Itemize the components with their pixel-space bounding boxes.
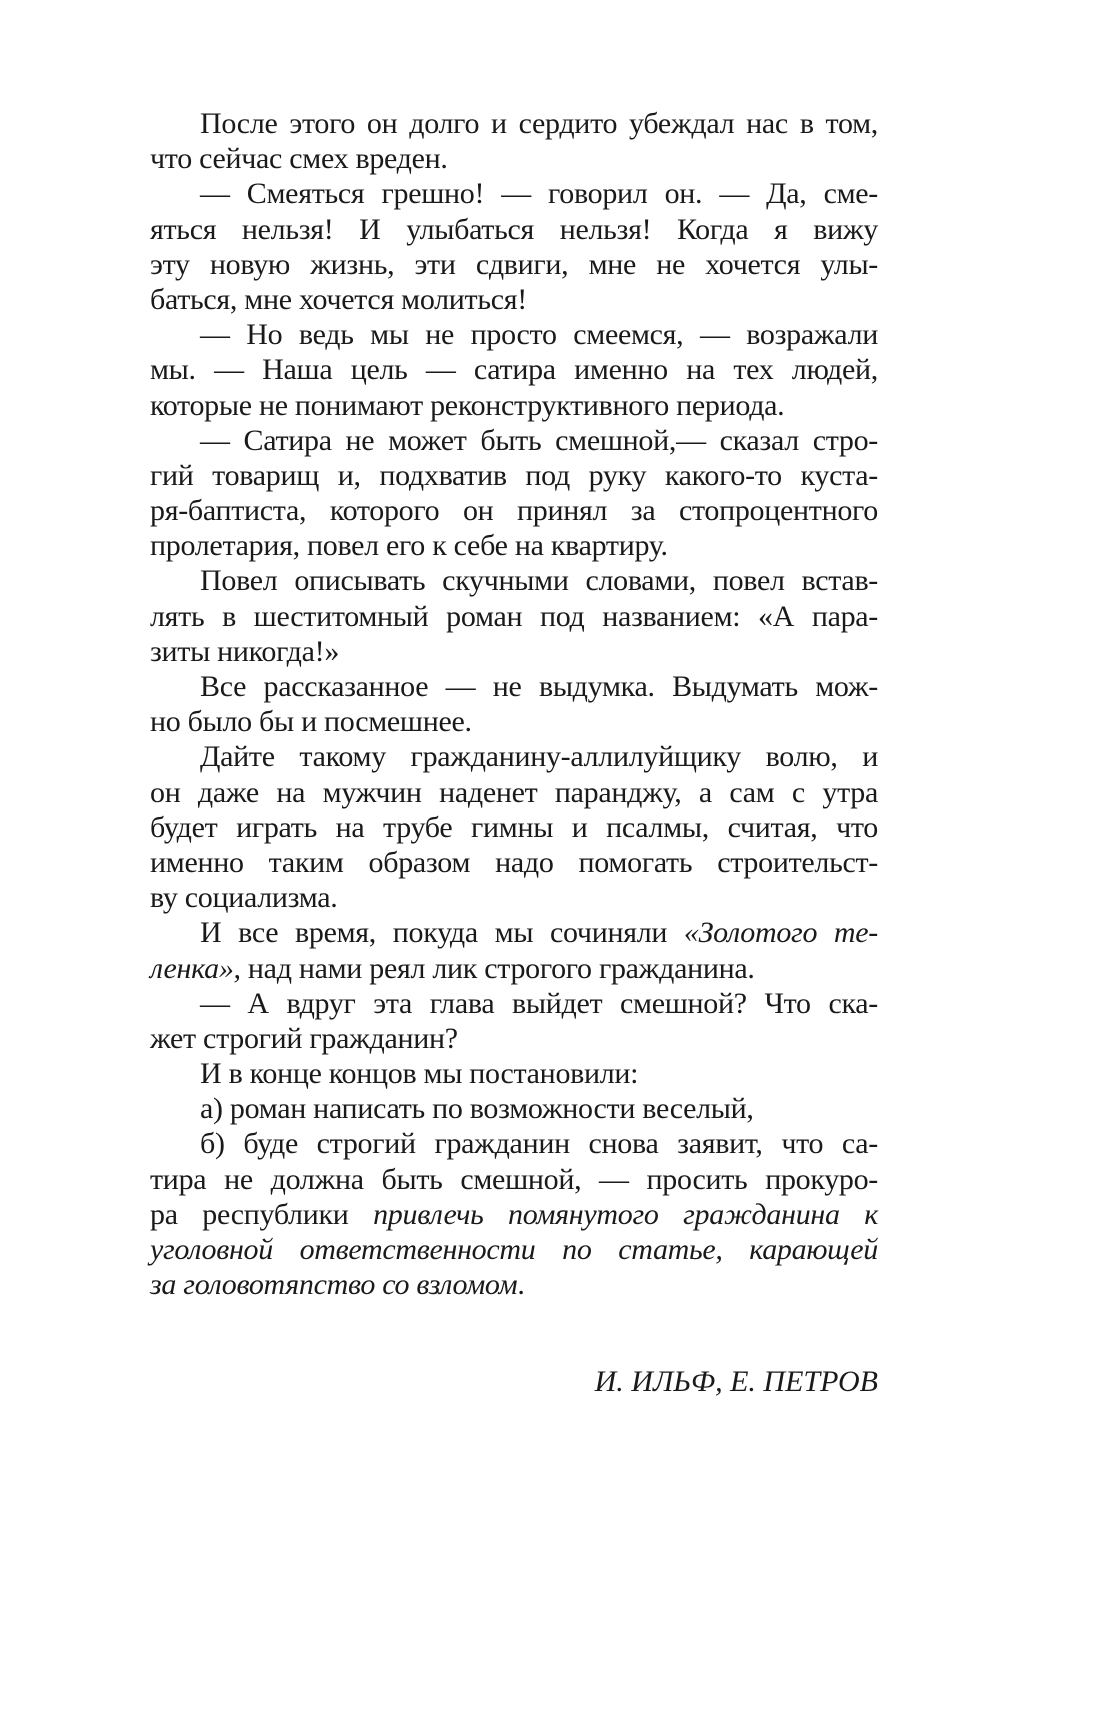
text-segment: тира не должна быть смешной, — просить прокуро- — [150, 1162, 878, 1196]
text-line — [150, 1162, 878, 1197]
text-line — [150, 388, 878, 423]
text-line — [150, 951, 878, 986]
text-segment: Дайте такому гражданину-аллилуйщику волю, и — [200, 740, 878, 774]
text-segment: которые не понимают реконструктивного периода. — [150, 388, 785, 422]
paragraph — [150, 1091, 878, 1126]
text-line — [150, 212, 878, 247]
text-segment: — Смеяться грешно! — говорил он. — Да, сме- — [200, 177, 878, 211]
text-segment: над нами реял лик строгого гражданина. — [240, 951, 755, 985]
text-line — [150, 528, 878, 563]
text-segment: И в конце концов мы постановили: — [200, 1057, 639, 1091]
text-segment: баться, мне хочется молиться! — [150, 282, 527, 316]
text-segment: Все рассказанное — не выдумка. Выдумать мож- — [200, 670, 878, 703]
text-segment: — А вдруг эта глава выйдет смешной? Что ска- — [200, 986, 878, 1020]
author-signature: И. ИЛЬФ, Е. ПЕТРОВ — [594, 1365, 878, 1398]
text-line — [150, 106, 878, 141]
text-segment: эту новую жизнь, эти сдвиги, мне не хочется улы- — [150, 247, 878, 281]
paragraph — [150, 669, 878, 739]
text-line — [150, 352, 878, 387]
text-segment: — Но ведь мы не просто смеемся, — возражали — [200, 318, 878, 352]
text-line — [150, 317, 878, 352]
text-line — [150, 1091, 878, 1126]
text-segment: он даже на мужчин наденет паранджу, а сам с утра — [150, 775, 878, 809]
text-line — [150, 704, 878, 739]
paragraph — [150, 176, 878, 317]
text-segment: ря-баптиста, которого он принял за стопроцентного — [150, 494, 878, 528]
text-line — [150, 915, 878, 950]
text-segment: мы. — Наша цель — сатира именно на тех людей, — [150, 353, 878, 387]
text-segment: Повел описывать скучными словами, повел встав- — [200, 564, 878, 598]
text-segment: но было бы и посмешнее. — [150, 705, 472, 739]
paragraph — [150, 1056, 878, 1091]
paragraph — [150, 739, 878, 915]
text-line — [150, 599, 878, 634]
text-line — [150, 282, 878, 317]
text-segment: именно таким образом надо помогать строительст- — [150, 845, 878, 879]
text-line — [150, 493, 878, 528]
text-line — [150, 634, 878, 669]
text-line — [150, 986, 878, 1021]
italic-text: «Золотого те- — [683, 916, 878, 950]
text-segment: будет играть на трубе гимны и псалмы, считая, что — [150, 810, 878, 844]
text-segment: пролетария, повел его к себе на квартиру. — [150, 529, 668, 563]
text-line — [150, 739, 878, 774]
book-page-text — [150, 106, 878, 1302]
paragraph — [150, 1126, 878, 1302]
text-segment: жет строгий гражданин? — [150, 1021, 458, 1055]
text-segment: ву социализма. — [150, 881, 338, 915]
text-line — [150, 845, 878, 880]
text-segment: зиты никогда!» — [150, 634, 340, 668]
paragraph — [150, 986, 878, 1056]
text-line — [150, 1126, 878, 1161]
text-line — [150, 247, 878, 282]
paragraph — [150, 423, 878, 564]
text-line — [150, 1267, 878, 1302]
text-line — [150, 669, 878, 704]
text-line — [150, 1056, 878, 1091]
text-line — [150, 176, 878, 211]
italic-text: ленка», — [150, 951, 241, 985]
text-line — [150, 563, 878, 598]
text-segment: что сейчас смех вреден. — [150, 142, 448, 176]
text-line — [150, 141, 878, 176]
paragraph — [150, 317, 878, 423]
italic-text: привлечь помянутого гражданина к — [373, 1197, 879, 1231]
text-line — [150, 1021, 878, 1056]
text-line — [150, 1197, 878, 1232]
text-line — [150, 880, 878, 915]
text-line — [150, 1232, 878, 1267]
text-segment: После этого он долго и сердито убеждал нас в том, — [200, 107, 878, 140]
text-segment: яться нельзя! И улыбаться нельзя! Когда я вижу — [150, 212, 878, 246]
text-line — [150, 775, 878, 810]
text-line — [150, 810, 878, 845]
text-line — [150, 423, 878, 458]
paragraph — [150, 106, 878, 176]
text-segment: лять в шеститомный роман под названием: «А пара- — [150, 599, 878, 633]
text-segment: . — [517, 1268, 525, 1302]
paragraph — [150, 563, 878, 669]
text-segment: — Сатира не может быть смешной,— сказал стро- — [200, 423, 878, 457]
text-line — [150, 458, 878, 493]
text-segment: ра республики — [150, 1197, 374, 1231]
italic-text: уголовной ответственности по статье, карающей — [150, 1233, 878, 1266]
text-segment: б) буде строгий гражданин снова заявит, что са- — [200, 1127, 878, 1161]
italic-text: за головотяпство со взломом — [150, 1268, 518, 1302]
paragraph — [150, 915, 878, 985]
text-segment: гий товарищ и, подхватив под руку какого-то куста- — [150, 458, 878, 492]
text-segment: а) роман написать по возможности веселый, — [200, 1092, 754, 1126]
text-segment: И все время, покуда мы сочиняли — [200, 916, 684, 950]
